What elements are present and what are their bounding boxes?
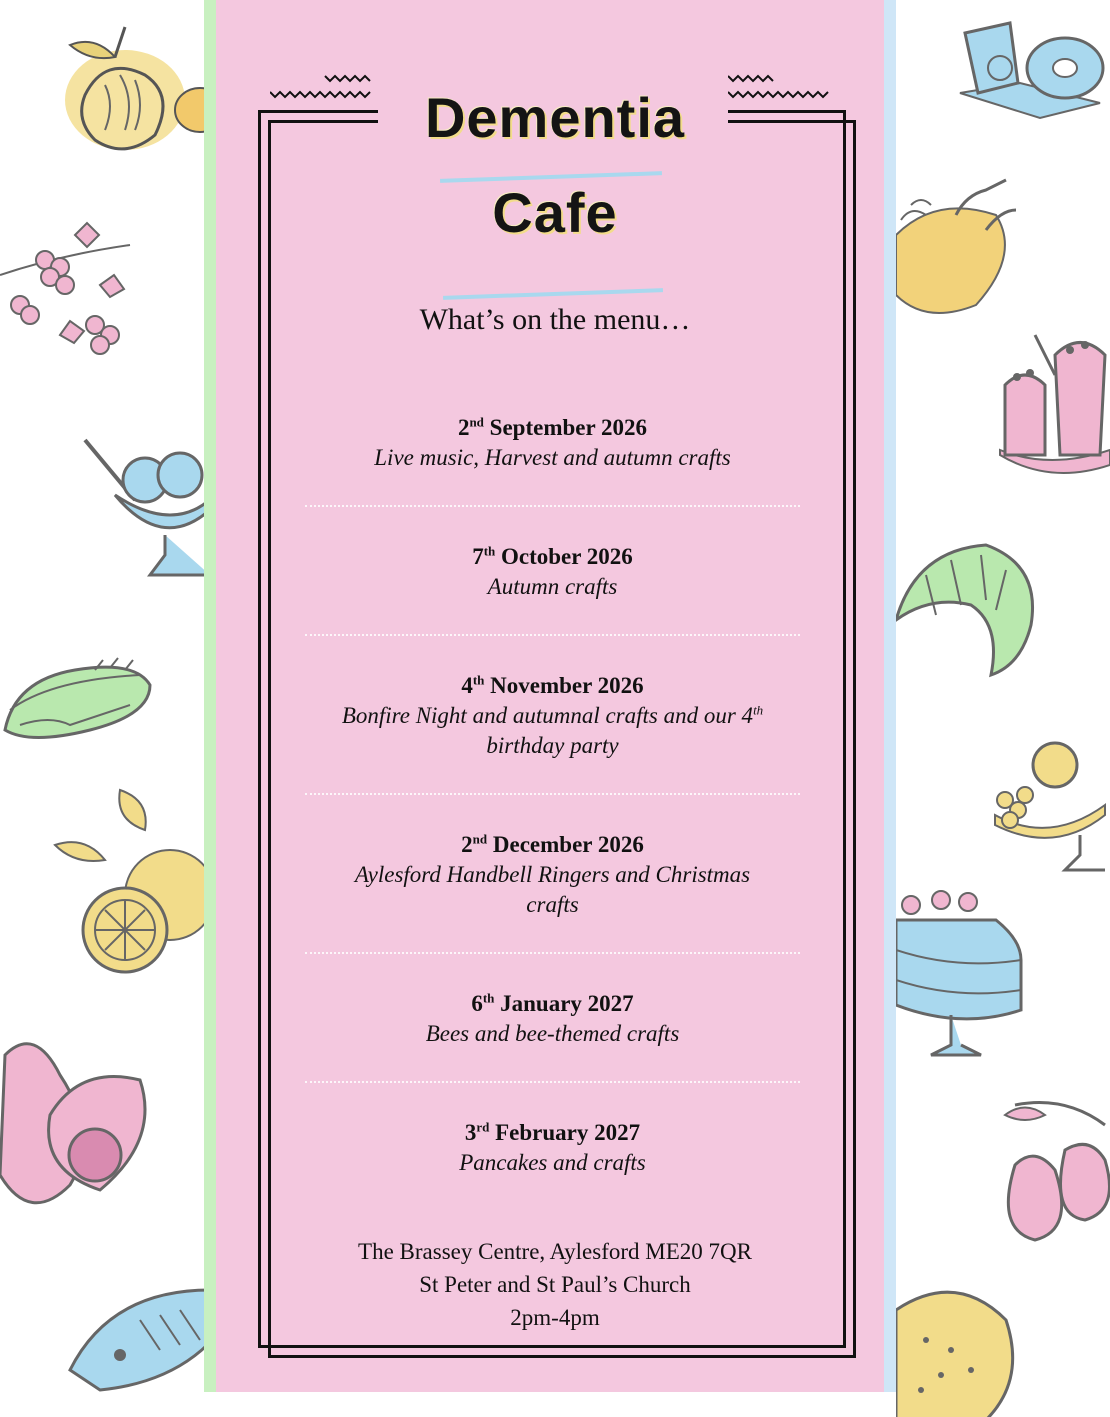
- dotted-divider: [305, 1081, 800, 1083]
- salt-and-pepper-icon: [995, 315, 1110, 490]
- event-description: Autumn crafts: [487, 574, 618, 599]
- event-description: Bees and bee-themed crafts: [425, 1021, 680, 1046]
- venue-address: The Brassey Centre, Aylesford ME20 7QR: [358, 1239, 752, 1264]
- event-description: Aylesford Handbell Ringers and Christmas crafts: [354, 862, 751, 917]
- avocado-icon: [0, 1035, 160, 1210]
- event-item: [305, 671, 800, 761]
- venue-info: [0, 1235, 1110, 1334]
- croissant-icon: [896, 540, 1041, 685]
- venue-church: St Peter and St Paul’s Church: [419, 1272, 691, 1297]
- event-date: 2nd September 2026: [457, 414, 648, 440]
- event-description: Live music, Harvest and autumn crafts: [374, 445, 731, 470]
- event-item: [305, 830, 800, 920]
- event-date: 3rd February 2027: [464, 1119, 641, 1145]
- subtitle: What’s on the menu…: [419, 303, 691, 336]
- dotted-divider: [305, 634, 800, 636]
- event-date: 2nd December 2026: [461, 831, 644, 857]
- dotted-divider: [305, 793, 800, 795]
- sandwich-icon: [0, 640, 160, 750]
- event-time: 2pm-4pm: [510, 1305, 600, 1330]
- layer-cake-icon: [896, 890, 1031, 1065]
- event-list: [305, 413, 800, 1178]
- title-line-1: Dementia: [424, 86, 686, 149]
- dotted-divider: [305, 952, 800, 954]
- event-item: [305, 989, 800, 1049]
- event-date: 4th November 2026: [461, 672, 644, 698]
- title-line-2: Cafe: [492, 181, 618, 244]
- event-description: Bonfire Night and autumnal crafts and our 4th birthday party: [341, 702, 764, 758]
- lemon-icon: [50, 785, 210, 975]
- event-item: [305, 413, 800, 473]
- event-description: Pancakes and crafts: [459, 1150, 646, 1175]
- event-date: 7th October 2026: [472, 543, 633, 569]
- ice-cream-sundae-icon: [75, 435, 210, 585]
- fruit-bowl-icon: [990, 735, 1110, 875]
- event-date: 6th January 2027: [471, 990, 634, 1016]
- event-item: [305, 542, 800, 602]
- event-item: [305, 1118, 800, 1178]
- pears-icon: [985, 1095, 1110, 1250]
- dotted-divider: [305, 505, 800, 507]
